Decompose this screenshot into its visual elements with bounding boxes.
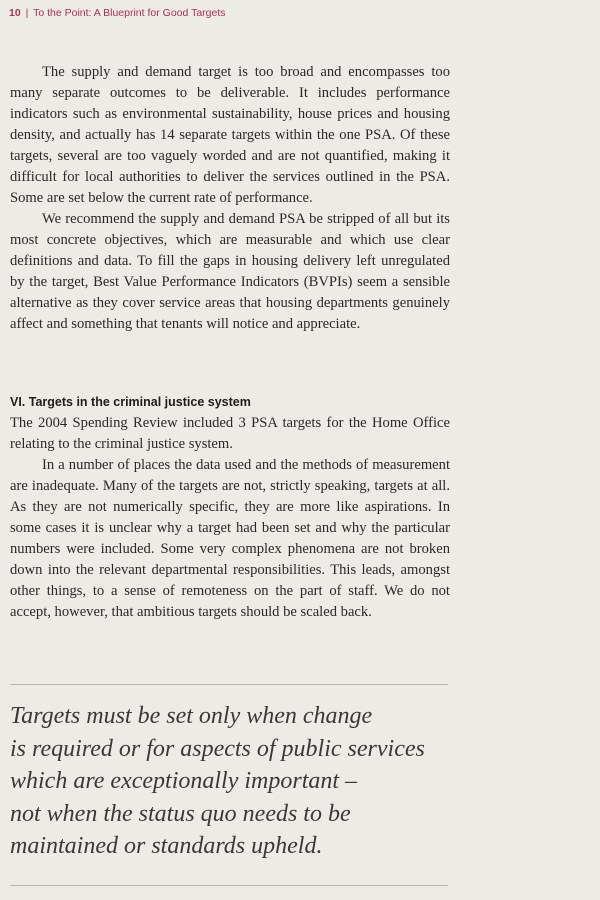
- paragraph-supply-demand-target: The supply and demand target is too broad and encompasses too many separate outcomes to be deliverable. It includes performance indicators such as environmental sustainability, house prices and housing density, and actually has 14 separate targets within the one PSA. Of these targets, several are too vaguely worded and are not quantified, making it difficult for local authorities to deliver the services outlined in the PSA. Some are set below the current rate of performance.: [10, 64, 450, 206]
- paragraph-recommendation: We recommend the supply and demand PSA be stripped of all but its most concrete objectives, which are measurable and which use clear definitions and data. To fill the gaps in housing delivery left unregulated by the target, Best Value Performance Indicators (BVPIs) seem a sensible alternative as they cover service areas that housing departments genuinely affect and something that tenants will notice and appreciate.: [10, 211, 450, 332]
- running-header: [9, 7, 226, 19]
- pull-quote-line: maintained or standards upheld.: [10, 833, 323, 859]
- page-number: 10: [9, 7, 21, 19]
- divider-top: [10, 684, 448, 685]
- body-text-block-1: [10, 62, 450, 335]
- pull-quote-line: Targets must be set only when change: [10, 703, 373, 729]
- paragraph-spending-review: The 2004 Spending Review included 3 PSA targets for the Home Office relating to the criminal justice system.: [10, 415, 450, 452]
- divider-bottom: [10, 885, 448, 886]
- header-separator: |: [25, 7, 29, 19]
- pull-quote: [10, 700, 450, 863]
- paragraph-measurement: In a number of places the data used and the methods of measurement are inadequate. Many of the targets are not, strictly speaking, targets at all. As they are not numerically specific, they are more like aspirations. In some cases it is unclear why a target had been set and why the particular numbers were included. Some very complex phenomena are not broken down into the relevant departmental responsibilities. This leads, amongst other things, to a sense of remoteness on the part of staff. We do not accept, however, that ambitious targets should be scaled back.: [10, 457, 450, 620]
- pull-quote-line: which are exceptionally important –: [10, 768, 358, 794]
- pull-quote-line: is required or for aspects of public services: [10, 735, 425, 762]
- body-text-block-2: [10, 413, 450, 623]
- document-title: To the Point: A Blueprint for Good Targets: [33, 7, 226, 19]
- pull-quote-line: not when the status quo needs to be: [10, 800, 351, 827]
- section-heading: VI. Targets in the criminal justice system: [10, 395, 251, 409]
